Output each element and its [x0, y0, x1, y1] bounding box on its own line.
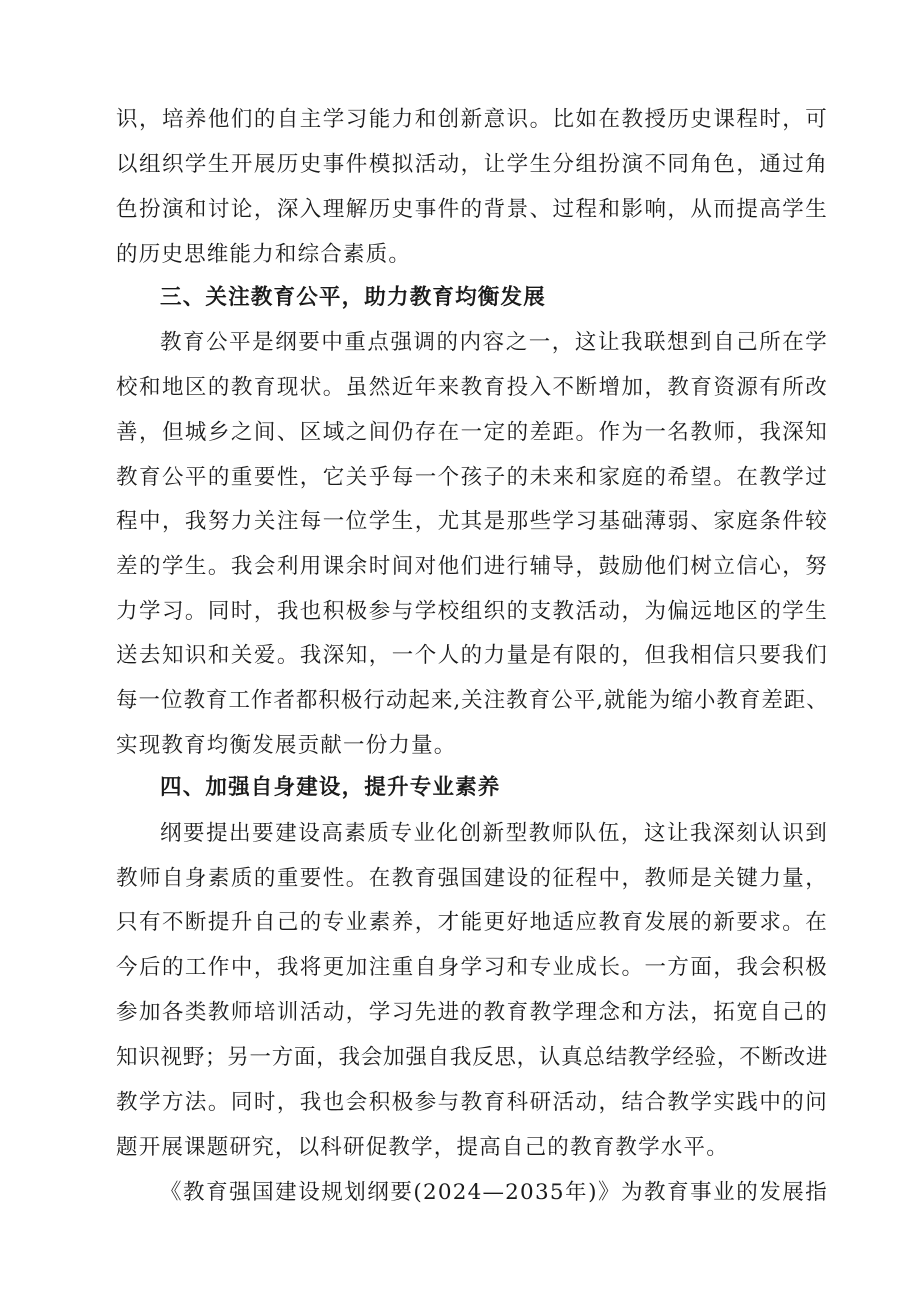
paragraph-line: 参加各类教师培训活动，学习先进的教育教学理念和方法，拓宽自己的 [116, 1000, 828, 1025]
paragraph-line: 纲要提出要建设高素质专业化创新型教师队伍，这让我深刻认识到 [160, 821, 828, 846]
paragraph-line: 送去知识和关爱。我深知，一个人的力量是有限的，但我相信只要我们 [116, 643, 828, 668]
section-heading-3: 三、关注教育公平，助力教育均衡发展 [160, 285, 546, 310]
section-heading-4: 四、加强自身建设，提升专业素养 [160, 775, 501, 800]
paragraph-line: 《教育强国建设规划纲要(2024—2035年)》为教育事业的发展指 [160, 1180, 828, 1205]
paragraph-line: 知识视野；另一方面，我会加强自我反思，认真总结教学经验，不断改进 [116, 1045, 828, 1070]
paragraph-line: 的历史思维能力和综合素质。 [116, 242, 412, 267]
paragraph-line: 实现教育均衡发展贡献一份力量。 [116, 733, 457, 758]
paragraph-line: 每一位教育工作者都积极行动起来,关注教育公平,就能为缩小教育差距、 [116, 688, 828, 713]
paragraph-line: 教育公平的重要性，它关乎每一个孩子的未来和家庭的希望。在教学过 [116, 465, 828, 490]
paragraph-line: 只有不断提升自己的专业素养，才能更好地适应教育发展的新要求。在 [116, 910, 828, 935]
paragraph-line: 校和地区的教育现状。虽然近年来教育投入不断增加，教育资源有所改 [116, 375, 828, 400]
paragraph-line: 程中，我努力关注每一位学生，尤其是那些学习基础薄弱、家庭条件较 [116, 509, 828, 534]
paragraph-line: 题开展课题研究，以科研促教学，提高自己的教育教学水平。 [116, 1135, 729, 1160]
paragraph-line: 今后的工作中，我将更加注重自身学习和专业成长。一方面，我会积极 [116, 955, 828, 980]
paragraph-line: 差的学生。我会利用课余时间对他们进行辅导，鼓励他们树立信心，努 [116, 554, 828, 579]
paragraph-line: 以组织学生开展历史事件模拟活动，让学生分组扮演不同角色，通过角 [116, 152, 828, 177]
paragraph-line: 教学方法。同时，我也会积极参与教育科研活动，结合教学实践中的问 [116, 1090, 828, 1115]
paragraph-line: 善，但城乡之间、区域之间仍存在一定的差距。作为一名教师，我深知 [116, 420, 828, 445]
paragraph-line: 教育公平是纲要中重点强调的内容之一，这让我联想到自己所在学 [160, 330, 828, 355]
paragraph-line: 色扮演和讨论，深入理解历史事件的背景、过程和影响，从而提高学生 [116, 197, 828, 222]
paragraph-line: 识，培养他们的自主学习能力和创新意识。比如在教授历史课程时，可 [116, 107, 828, 132]
paragraph-line: 力学习。同时，我也积极参与学校组织的支教活动，为偏远地区的学生 [116, 599, 828, 624]
paragraph-line: 教师自身素质的重要性。在教育强国建设的征程中，教师是关键力量， [116, 866, 828, 891]
